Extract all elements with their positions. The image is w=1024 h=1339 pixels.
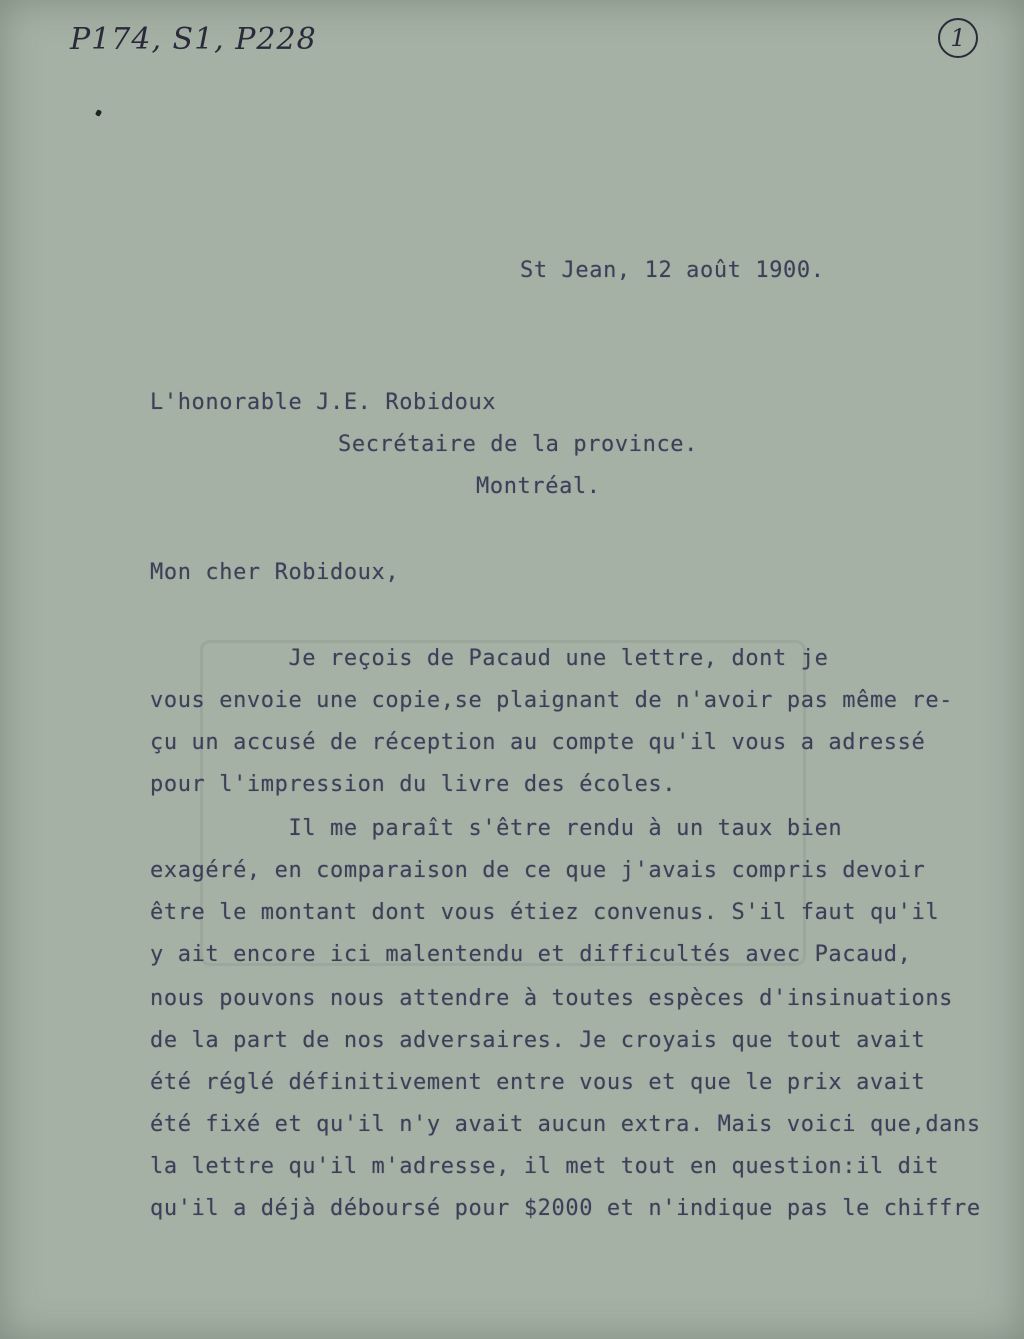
body-line: Je reçois de Pacaud une lettre, dont je (150, 646, 829, 671)
body-line: être le montant dont vous étiez convenus. S'il faut qu'il (150, 900, 940, 925)
page-number-circled: 1 (938, 18, 978, 58)
body-line: exagéré, en comparaison de ce que j'avais compris devoir (150, 858, 926, 883)
body-line: vous envoie une copie,se plaignant de n'avoir pas même re- (150, 688, 954, 713)
body-line: été fixé et qu'il n'y avait aucun extra. Mais voici que,dans (150, 1112, 981, 1137)
body-line: été réglé définitivement entre vous et que le prix avait (150, 1070, 926, 1095)
body-line: de la part de nos adversaires. Je croyais que tout avait (150, 1028, 926, 1053)
salutation: Mon cher Robidoux, (150, 560, 400, 585)
body-line: qu'il a déjà déboursé pour $2000 et n'indique pas le chiffre (150, 1196, 981, 1221)
archive-reference-note: P174, S1, P228 (70, 22, 317, 57)
body-line: Il me paraît s'être rendu à un taux bien (150, 816, 843, 841)
date-line: St Jean, 12 août 1900. (520, 258, 825, 283)
body-line: çu un accusé de réception au compte qu'il vous a adressé (150, 730, 926, 755)
addressee-title: Secrétaire de la province. (338, 432, 698, 457)
body-line: la lettre qu'il m'adresse, il met tout en question:il dit (150, 1154, 940, 1179)
ink-speck (95, 109, 102, 117)
body-line: nous pouvons nous attendre à toutes espèces d'insinuations (150, 986, 954, 1011)
addressee-city: Montréal. (476, 474, 601, 499)
addressee-name: L'honorable J.E. Robidoux (150, 390, 497, 415)
body-line: pour l'impression du livre des écoles. (150, 772, 677, 797)
body-line: y ait encore ici malentendu et difficultés avec Pacaud, (150, 942, 912, 967)
